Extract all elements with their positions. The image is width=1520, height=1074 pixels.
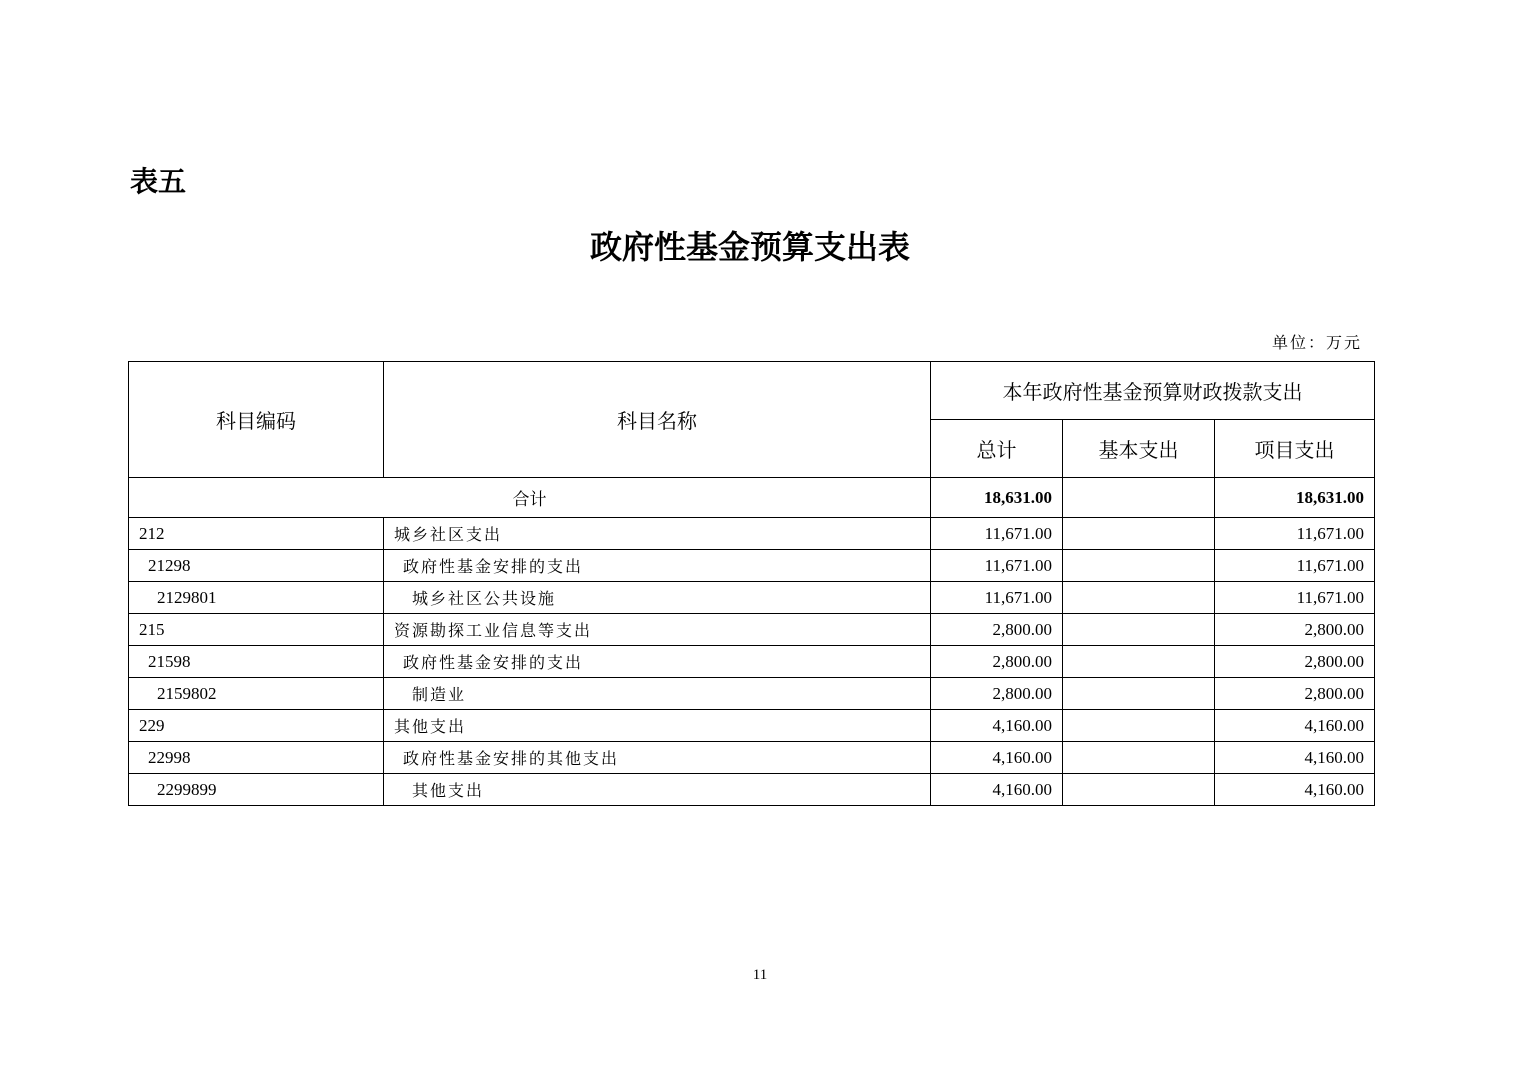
row-basic <box>1063 678 1215 710</box>
row-basic <box>1063 582 1215 614</box>
row-basic <box>1063 646 1215 678</box>
row-project: 4,160.00 <box>1215 710 1375 742</box>
header-name: 科目名称 <box>384 362 931 478</box>
row-project: 2,800.00 <box>1215 646 1375 678</box>
table-row <box>129 646 1375 678</box>
row-project: 2,800.00 <box>1215 678 1375 710</box>
header-total: 总计 <box>931 420 1063 478</box>
summary-basic <box>1063 478 1215 518</box>
row-project: 11,671.00 <box>1215 518 1375 550</box>
table-row <box>129 774 1375 806</box>
row-basic <box>1063 614 1215 646</box>
table-row <box>129 742 1375 774</box>
summary-row <box>129 478 1375 518</box>
row-code: 212 <box>129 518 384 550</box>
row-total: 4,160.00 <box>931 742 1063 774</box>
row-project: 4,160.00 <box>1215 774 1375 806</box>
row-code: 2299899 <box>129 774 384 806</box>
row-name: 城乡社区公共设施 <box>384 582 931 614</box>
summary-label: 合计 <box>129 478 931 518</box>
row-basic <box>1063 742 1215 774</box>
row-code: 215 <box>129 614 384 646</box>
row-total: 2,800.00 <box>931 614 1063 646</box>
row-name: 其他支出 <box>384 774 931 806</box>
row-name: 政府性基金安排的支出 <box>384 550 931 582</box>
row-project: 4,160.00 <box>1215 742 1375 774</box>
row-name: 政府性基金安排的支出 <box>384 646 931 678</box>
header-project: 项目支出 <box>1215 420 1375 478</box>
row-code: 21598 <box>129 646 384 678</box>
header-code: 科目编码 <box>129 362 384 478</box>
row-code: 2129801 <box>129 582 384 614</box>
header-row <box>129 362 1375 420</box>
row-basic <box>1063 710 1215 742</box>
table-row <box>129 582 1375 614</box>
table-row <box>129 678 1375 710</box>
row-code: 22998 <box>129 742 384 774</box>
row-basic <box>1063 518 1215 550</box>
row-basic <box>1063 774 1215 806</box>
page-title: 政府性基金预算支出表 <box>589 228 910 266</box>
row-name: 城乡社区支出 <box>384 518 931 550</box>
row-total: 2,800.00 <box>931 678 1063 710</box>
row-name: 其他支出 <box>384 710 931 742</box>
row-name: 资源勘探工业信息等支出 <box>384 614 931 646</box>
row-total: 4,160.00 <box>931 774 1063 806</box>
table-label: 表五 <box>130 165 187 198</box>
table-row <box>129 614 1375 646</box>
page-number: 11 <box>752 967 768 983</box>
row-total: 4,160.00 <box>931 710 1063 742</box>
summary-project: 18,631.00 <box>1215 478 1375 518</box>
row-code: 229 <box>129 710 384 742</box>
header-group: 本年政府性基金预算财政拨款支出 <box>931 362 1375 420</box>
row-project: 2,800.00 <box>1215 614 1375 646</box>
row-total: 11,671.00 <box>931 518 1063 550</box>
row-project: 11,671.00 <box>1215 550 1375 582</box>
row-name: 政府性基金安排的其他支出 <box>384 742 931 774</box>
row-name: 制造业 <box>384 678 931 710</box>
row-total: 11,671.00 <box>931 550 1063 582</box>
unit-label: 单位：万元 <box>1271 333 1362 352</box>
table-row <box>129 710 1375 742</box>
row-project: 11,671.00 <box>1215 582 1375 614</box>
header-basic: 基本支出 <box>1063 420 1215 478</box>
table-row <box>129 518 1375 550</box>
budget-table <box>128 361 1375 806</box>
row-code: 21298 <box>129 550 384 582</box>
table-row <box>129 550 1375 582</box>
summary-total: 18,631.00 <box>931 478 1063 518</box>
row-total: 11,671.00 <box>931 582 1063 614</box>
row-basic <box>1063 550 1215 582</box>
row-code: 2159802 <box>129 678 384 710</box>
row-total: 2,800.00 <box>931 646 1063 678</box>
